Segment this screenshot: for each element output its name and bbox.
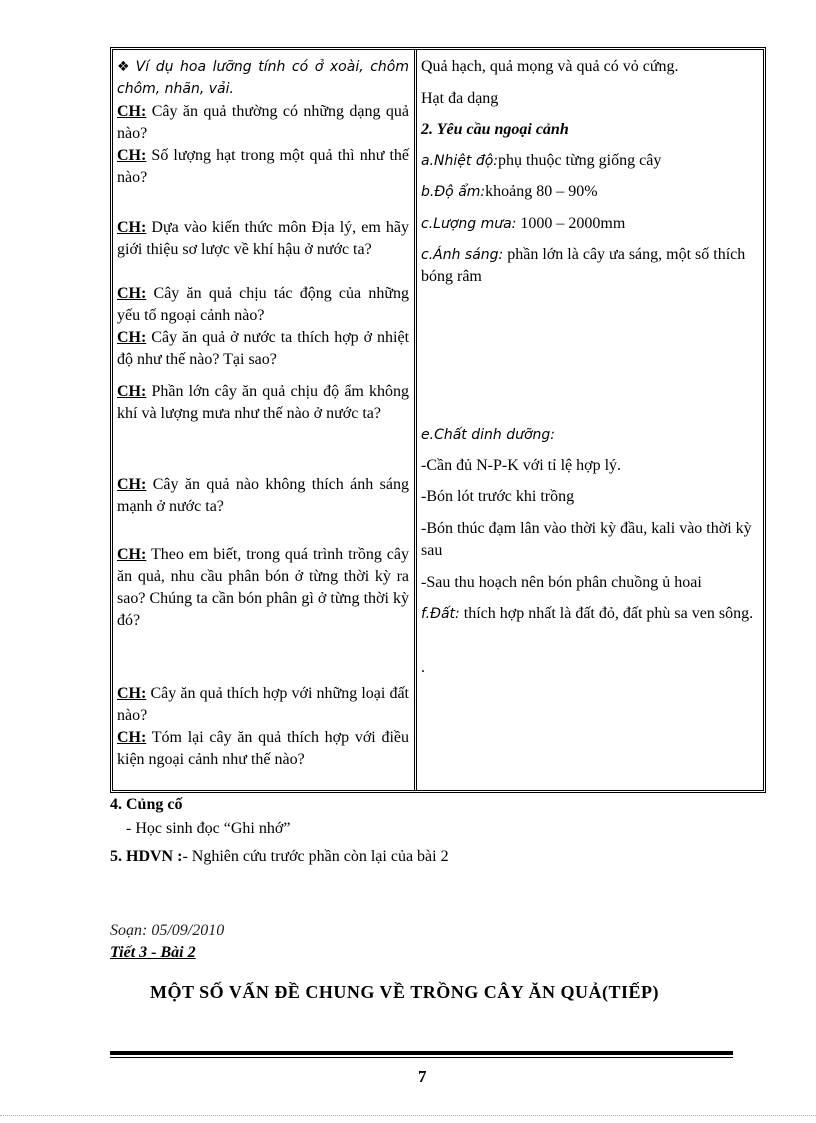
- lesson-title: MỘT SỐ VẤN ĐỀ CHUNG VỀ TRỒNG CÂY ĂN QUẢ(TIẾP): [150, 982, 660, 1002]
- section-heading-environment: 2. Yêu cầu ngoại cảnh: [421, 121, 569, 138]
- answer-npk: -Cần đủ N-P-K với tỉ lệ hợp lý.: [421, 457, 622, 474]
- answer-fruit-types: Quả hạch, quả mọng và quả có vỏ cứng.: [421, 58, 679, 75]
- example-note: ❖ Ví dụ hoa lưỡng tính có ở xoài, chôm chôm, nhãn, vải.: [117, 59, 409, 97]
- question-environment-factors: CH: Cây ăn quả chịu tác động của những yếu tố ngoại cảnh nào?: [117, 285, 409, 324]
- footer-rule-thick: [110, 1051, 733, 1055]
- question-summary: CH: Tóm lại cây ăn quả thích hợp với điều kiện ngoại cảnh như thế nào?: [117, 729, 409, 768]
- answer-temperature: a.Nhiệt độ:phụ thuộc từng giống cây: [421, 152, 662, 169]
- column-divider: [414, 50, 417, 790]
- answer-post-harvest: -Sau thu hoạch nên bón phân chuồng ủ hoai: [421, 574, 702, 591]
- answer-seeds: Hạt đa dạng: [421, 90, 499, 107]
- section-5: 5. HDVN :- Nghiên cứu trước phần còn lại của bài 2: [110, 848, 449, 865]
- question-fruit-types: CH: Cây ăn quả thường có những dạng quả nào?: [117, 103, 410, 142]
- question-fertilizer: CH: Theo em biết, trong quá trình trồng cây ăn quả, nhu cầu phân bón ở từng thời kỳ ra sao? Chúng ta cần bón phân gì ở từng thời kỳ đó?: [117, 546, 410, 629]
- question-temperature: CH: Cây ăn quả ở nước ta thích hợp ở nhiệt độ như thế nào? Tại sao?: [117, 329, 410, 368]
- answer-soil: f.Đất: thích hợp nhất là đất đỏ, đất phù sa ven sông.: [421, 605, 754, 622]
- section-4-item: - Học sinh đọc “Ghi nhớ”: [126, 820, 291, 837]
- question-humidity: CH: Phần lớn cây ăn quả chịu độ ẩm không khí và lượng mưa như thế nào ở nước ta?: [117, 383, 409, 422]
- lesson-label: Tiết 3 - Bài 2: [110, 944, 196, 961]
- footer-rule-thin: [110, 1057, 733, 1058]
- page-edge-dotted-line: [0, 1115, 816, 1116]
- answer-rainfall: c.Lượng mưa: 1000 – 2000mm: [421, 215, 626, 232]
- page-number: 7: [418, 1067, 427, 1086]
- question-climate: CH: Dựa vào kiến thức môn Địa lý, em hãy giới thiệu sơ lược về khí hậu ở nước ta?: [117, 219, 409, 258]
- section-4-title: 4. Củng cố: [110, 796, 183, 813]
- answer-nutrition-label: e.Chất dinh dưỡng:: [421, 427, 556, 443]
- question-soil: CH: Cây ăn quả thích hợp với những loại đất nào?: [117, 685, 409, 724]
- question-seed-count: CH: Số lượng hạt trong một quả thì như thế nào?: [117, 147, 410, 186]
- content-table: [110, 47, 766, 793]
- answer-trailing-dot: .: [421, 659, 425, 676]
- prepared-date: Soạn: 05/09/2010: [110, 922, 225, 939]
- diamond-bullet-icon: ❖: [117, 59, 132, 75]
- answer-humidity: b.Độ ẩm:khoảng 80 – 90%: [421, 183, 598, 200]
- answer-light: c.Ánh sáng: phần lớn là cây ưa sáng, một số thích bóng râm: [421, 246, 746, 285]
- answer-base-fertilizer: -Bón lót trước khi trồng: [421, 488, 575, 505]
- question-light: CH: Cây ăn quả nào không thích ánh sáng mạnh ở nước ta?: [117, 476, 410, 515]
- answer-top-dressing: -Bón thúc đạm lân vào thời kỳ đầu, kali vào thời kỳ sau: [421, 520, 752, 559]
